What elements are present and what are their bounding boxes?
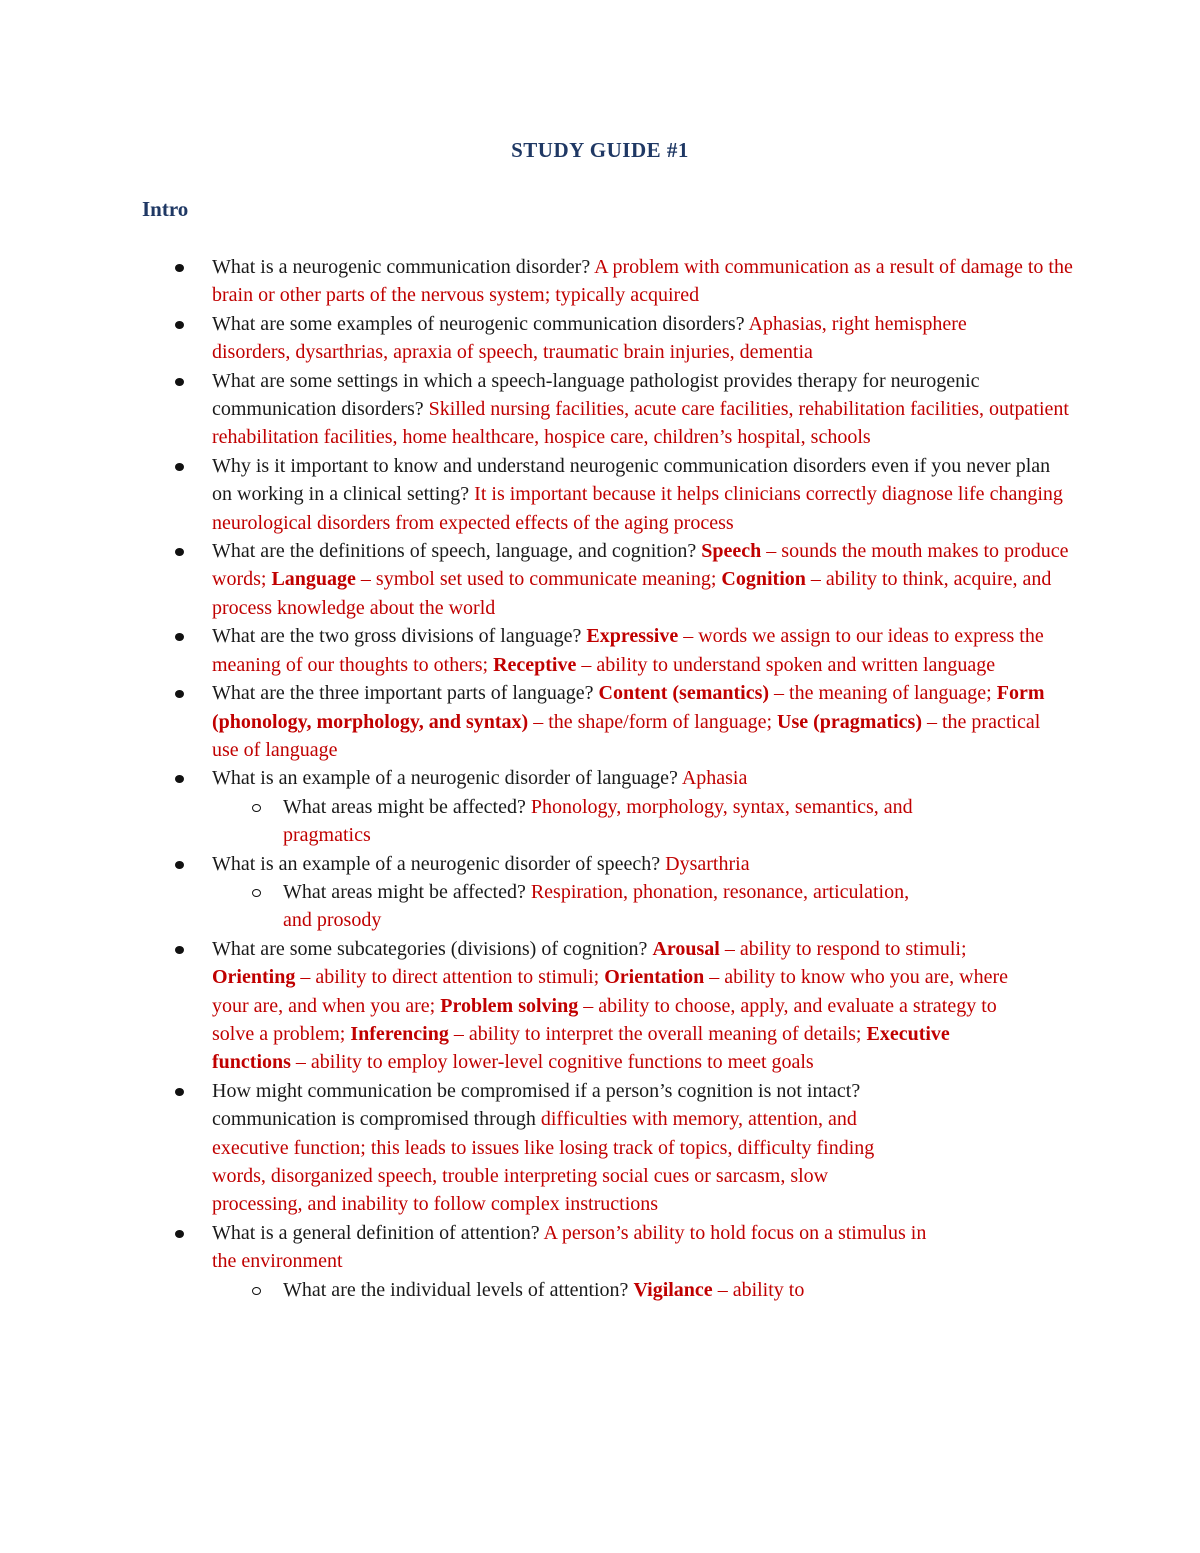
bullet-icon <box>175 946 184 954</box>
question-text: What are the definitions of speech, language, and cognition? <box>212 540 697 563</box>
answer-term: Executive functions <box>212 1022 950 1074</box>
hollow-bullet-icon <box>252 804 261 812</box>
bullet-icon <box>175 1088 184 1096</box>
question-text: What are the individual levels of attention? <box>283 1278 629 1301</box>
question-text: Why is it important to know and understand neurogenic communication disorders even if you never plan on working in a clinical setting? <box>212 454 1051 506</box>
sub-list-item <box>283 1276 923 1304</box>
answer-text: difficulties with memory, attention, and executive function; this leads to issues like losing track of topics, difficulty finding words, disorganized speech, trouble interpreting social cues or sarcasm, slow processing, and inability to follow complex instructions <box>212 1108 875 1216</box>
sub-list-item <box>283 878 923 935</box>
answer-term: Problem solving <box>440 994 579 1017</box>
list-item <box>212 310 1042 367</box>
question-text: What areas might be affected? <box>283 880 526 903</box>
answer-text: Content (semantics) – the meaning of language; Form (phonology, morphology, and syntax) – the shape/form of language; Use (pragmatics) – the practical use of language <box>212 682 1045 761</box>
bullet-icon <box>175 1230 184 1238</box>
section-heading: Intro <box>142 197 189 221</box>
answer-term: Arousal <box>652 937 720 960</box>
answer-text: A person’s ability to hold focus on a stimulus in the environment <box>212 1221 927 1273</box>
answer-term: Content (semantics) <box>598 682 770 705</box>
answer-text: It is important because it helps clinicians correctly diagnose life changing neurological disorders from expected effects of the aging process <box>212 483 1063 534</box>
bullet-icon <box>175 321 184 329</box>
list-item <box>212 452 1072 537</box>
list-item <box>212 1219 932 1276</box>
bullet-icon <box>175 775 184 783</box>
answer-term: Orientation <box>604 966 705 989</box>
answer-text: Phonology, morphology, syntax, semantics, and pragmatics <box>283 795 913 847</box>
question-text: What are the two gross divisions of language? <box>212 625 582 648</box>
question-text: What is a neurogenic communication disorder? <box>212 256 591 278</box>
answer-text: Respiration, phonation, resonance, articulation, and prosody <box>283 880 910 932</box>
page-title: STUDY GUIDE #1 <box>511 138 689 162</box>
answer-term: Cognition <box>721 568 806 591</box>
answer-term: Language <box>271 568 356 591</box>
answer-text: Aphasias, right hemisphere disorders, dysarthrias, apraxia of speech, traumatic brain injuries, dementia <box>212 312 967 364</box>
list-item <box>212 679 1052 764</box>
answer-text: Arousal – ability to respond to stimuli; Orienting – ability to direct attention to stimuli; Orientation – ability to know who you are, where your are, and when you are; Problem solving – ability to choose, apply, and evaluate a strategy to solve a problem; Inferencing – ability to interpret the overall meaning of details; Executive functions – ability to employ lower-level cognitive functions to meet goals <box>212 937 1009 1074</box>
list-item <box>212 850 1072 878</box>
answer-term: Speech <box>701 540 762 563</box>
question-list <box>0 253 1200 1304</box>
answer-term: Inferencing <box>350 1022 449 1045</box>
question-text: What are some examples of neurogenic communication disorders? <box>212 312 745 335</box>
answer-term: Expressive <box>586 625 679 648</box>
bullet-icon <box>175 633 184 641</box>
answer-text: Vigilance – ability to <box>633 1278 805 1301</box>
answer-text: Aphasia <box>677 767 748 790</box>
answer-term: Receptive <box>493 653 577 676</box>
bullet-icon <box>175 378 184 386</box>
list-item <box>212 253 1074 310</box>
question-text: What are the three important parts of language? <box>212 682 594 705</box>
answer-term: Orienting <box>212 966 296 989</box>
bullet-icon <box>175 463 184 471</box>
question-text: What are some settings in which a speech-language pathologist provides therapy for neurogenic communication disorders? <box>212 369 980 421</box>
bullet-icon <box>175 690 184 698</box>
list-item <box>212 622 1074 679</box>
hollow-bullet-icon <box>252 1287 261 1295</box>
bullet-icon <box>175 264 184 272</box>
question-text: What is an example of a neurogenic disorder of speech? <box>212 852 661 875</box>
answer-text: Expressive – words we assign to our ideas to express the meaning of our thoughts to others; Receptive – ability to understand spoken and written language <box>212 625 1044 676</box>
answer-text: Skilled nursing facilities, acute care facilities, rehabilitation facilities, outpatient rehabilitation facilities, home healthcare, hospice care, children’s hospital, schools <box>212 398 1069 449</box>
answer-term: Vigilance <box>633 1278 713 1301</box>
question-text: How might communication be compromised if a person’s cognition is not intact? communication is compromised through <box>212 1079 861 1131</box>
list-item <box>212 537 1074 622</box>
question-text: What are some subcategories (divisions) of cognition? <box>212 937 648 960</box>
list-item <box>212 935 1012 1077</box>
question-text: What areas might be affected? <box>283 795 526 818</box>
list-item <box>212 367 1072 452</box>
answer-term: Use (pragmatics) <box>777 710 922 733</box>
list-item <box>212 1077 912 1219</box>
bullet-icon <box>175 861 184 869</box>
bullet-icon <box>175 548 184 556</box>
question-text: What is a general definition of attention? <box>212 1221 540 1244</box>
hollow-bullet-icon <box>252 889 261 897</box>
sub-list-item <box>283 793 923 850</box>
question-text: What is an example of a neurogenic disorder of language? <box>212 767 678 790</box>
answer-text: Dysarthria <box>660 852 750 875</box>
answer-text: A problem with communication as a result of damage to the brain or other parts of the nervous system; typically acquired <box>212 256 1073 307</box>
list-item <box>212 764 1072 792</box>
answer-text: Speech – sounds the mouth makes to produce words; Language – symbol set used to communicate meaning; Cognition – ability to think, acquire, and process knowledge about the world <box>212 540 1069 619</box>
answer-term: Form (phonology, morphology, and syntax) <box>212 682 1045 733</box>
